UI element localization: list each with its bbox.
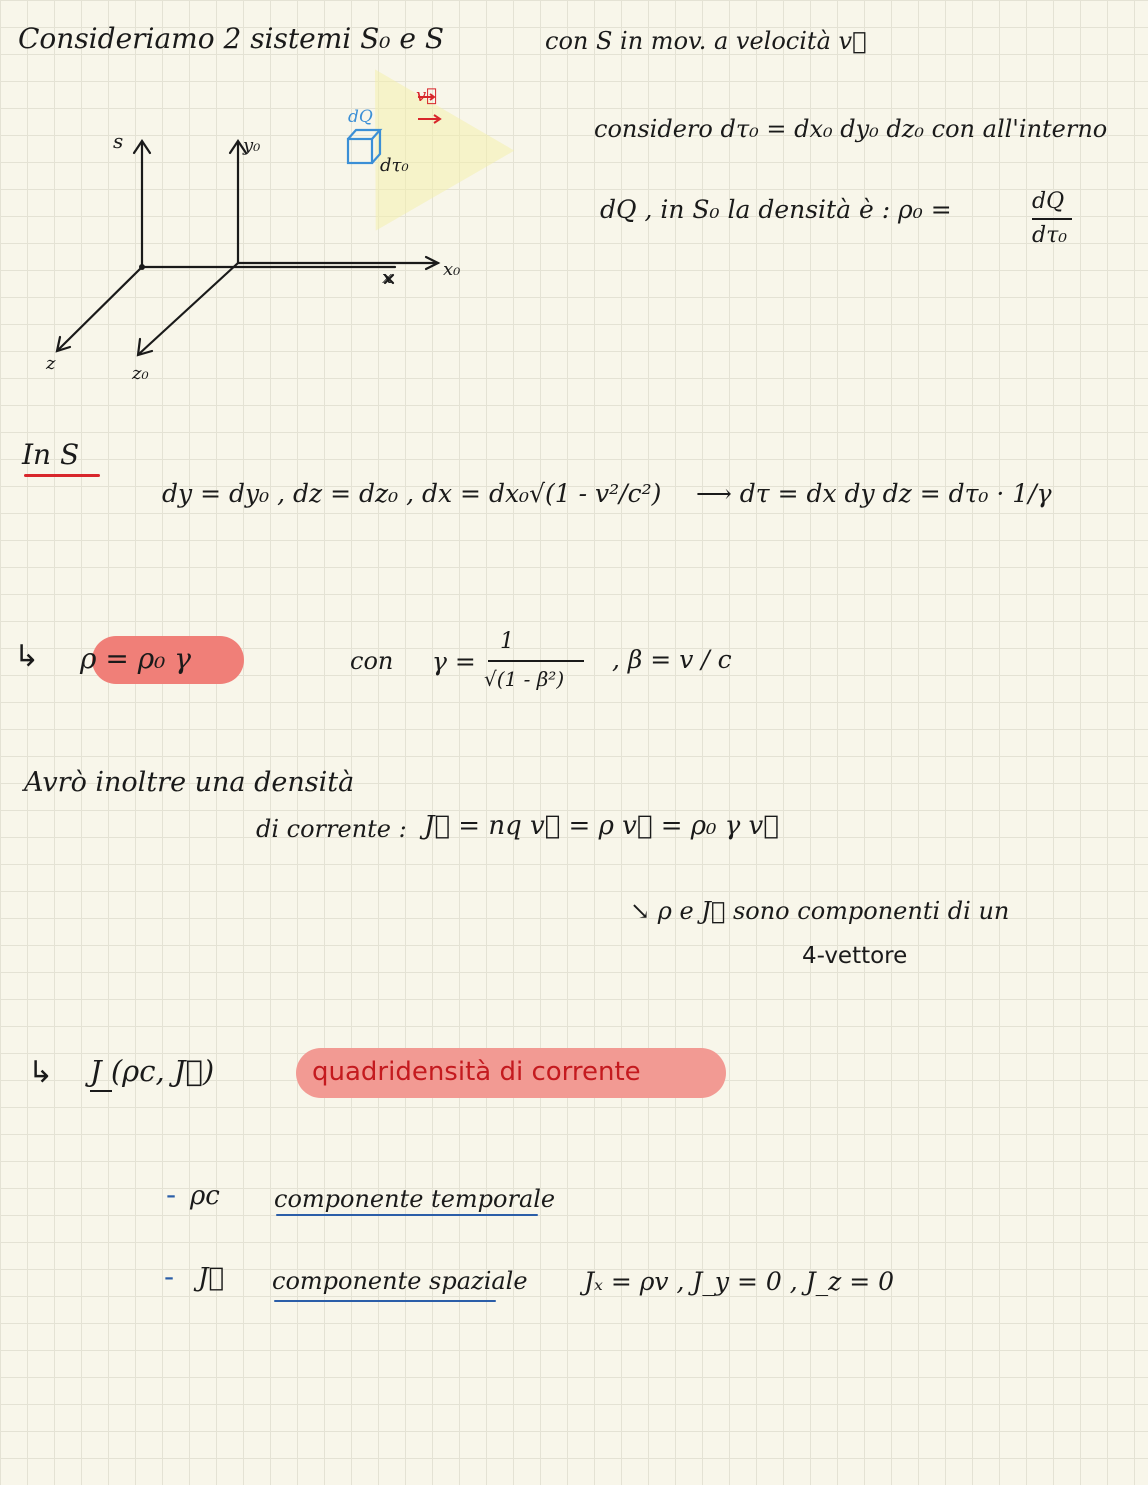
label-dQ: dQ [348, 107, 373, 127]
density-frac-num: dQ [1032, 189, 1065, 214]
component-label-1: componente temporale [274, 1185, 556, 1213]
four-current-underline [90, 1090, 112, 1092]
label-dtau0: dτ₀ [380, 155, 409, 176]
rho-formula: ρ = ρ₀ γ [80, 642, 192, 675]
label-velocity: v⃗ [416, 85, 437, 106]
gamma-lhs: γ = [432, 647, 476, 676]
four-vector-note-2: 4-vettore [802, 943, 908, 969]
four-vector-note: ↘ ρ e J⃗ sono componenti di un [630, 897, 1010, 925]
volume-definition: considero dτ₀ = dx₀ dy₀ dz₀ con all'interno [594, 115, 1108, 143]
label-z-axis: z [46, 353, 56, 374]
intro-line-right: con S in mov. a velocità v⃗ [545, 27, 867, 55]
four-current-label: quadridensità di corrente [312, 1057, 641, 1087]
current-intro-2: di corrente : [256, 815, 407, 843]
intro-line: Consideriamo 2 sistemi S₀ e S [18, 22, 445, 55]
four-current-formula: J (ρc, J⃗) [90, 1054, 215, 1088]
length-contraction-equations: dy = dy₀ , dz = dz₀ , dx = dx₀√(1 - v²/c²) [162, 479, 662, 508]
label-x0-axis: x₀ [443, 259, 461, 280]
s-z-axis [58, 267, 142, 350]
gamma-num: 1 [500, 629, 514, 654]
density-frac-den: dτ₀ [1032, 223, 1068, 248]
component-underline-1 [276, 1214, 538, 1216]
volume-contraction: ⟶ dτ = dx dy dz = dτ₀ · 1/γ [696, 479, 1052, 508]
component-dash-1: - [166, 1178, 177, 1211]
rho-con: con [350, 647, 394, 675]
four-current-arrow: ↳ [28, 1055, 54, 1090]
density-definition: dQ , in S₀ la densità è : ρ₀ = [600, 195, 952, 224]
in-s-heading: In S [22, 438, 80, 471]
component-dash-2: - [164, 1260, 175, 1293]
density-frac-bar [1032, 218, 1072, 220]
spatial-components-equation: Jₓ = ρv , J_y = 0 , J_z = 0 [584, 1267, 895, 1296]
label-s-axis: s [113, 129, 124, 153]
component-symbol-2: J⃗ [198, 1263, 225, 1293]
label-x-axis: x [382, 267, 393, 288]
in-s-underline [24, 474, 100, 477]
volume-cube-icon [348, 130, 380, 163]
component-underline-2 [274, 1300, 496, 1302]
beta-definition: , β = v / c [612, 645, 732, 674]
label-z0-axis: z₀ [132, 363, 149, 384]
gamma-frac-bar [488, 660, 584, 662]
reference-frames-diagram [30, 85, 490, 395]
rho-arrow: ↳ [14, 639, 40, 674]
current-intro: Avrò inoltre una densità [24, 767, 355, 798]
component-label-2: componente spaziale [272, 1267, 528, 1295]
label-y0-axis: y₀ [243, 135, 261, 156]
current-density-equation: J⃗ = nq v⃗ = ρ v⃗ = ρ₀ γ v⃗ [424, 811, 779, 841]
component-symbol-1: ρc [190, 1181, 220, 1211]
gamma-den: √(1 - β²) [484, 667, 565, 691]
s0-z-axis [140, 263, 238, 353]
